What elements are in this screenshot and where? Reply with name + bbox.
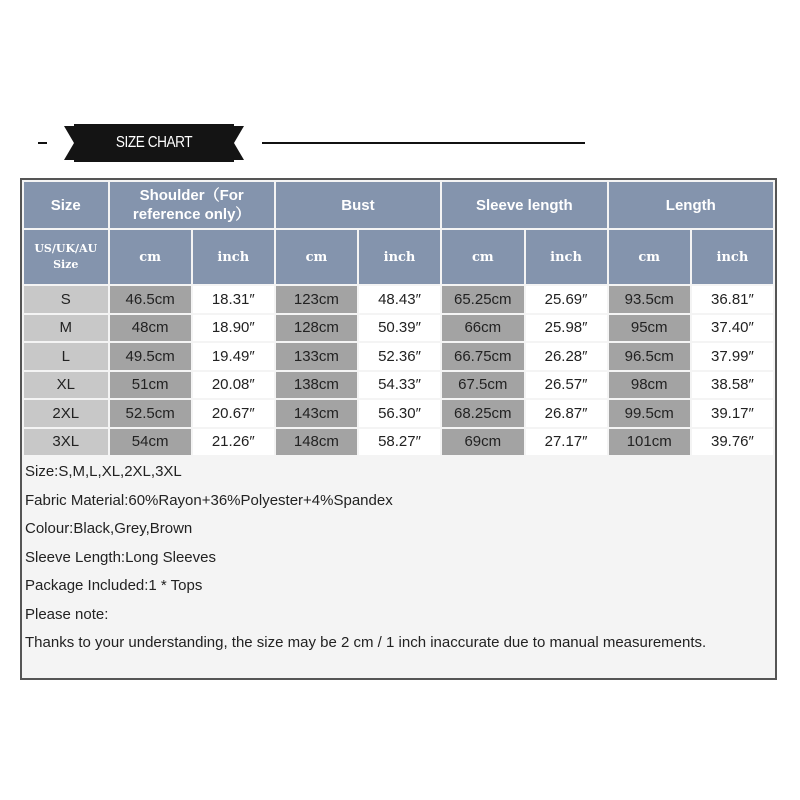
inch-cell: 50.39″ — [359, 315, 442, 344]
table-row — [24, 372, 775, 401]
inch-cell: 26.87″ — [526, 400, 609, 429]
inch-cell: 18.90″ — [193, 315, 276, 344]
table-row — [24, 315, 775, 344]
group-header-sleeve-length: Sleeve length — [442, 182, 609, 230]
cm-cell: 46.5cm — [110, 286, 193, 315]
cm-cell: 95cm — [609, 315, 692, 344]
note-line: Please note: — [25, 605, 109, 623]
size-cell: 2XL — [24, 400, 110, 429]
inch-cell: 38.58″ — [692, 372, 775, 401]
inch-cell: 36.81″ — [692, 286, 775, 315]
size-chart-panel — [20, 178, 777, 680]
cm-cell: 54cm — [110, 429, 193, 458]
cm-cell: 66cm — [442, 315, 525, 344]
note-line: Sleeve Length:Long Sleeves — [25, 548, 216, 566]
size-table — [24, 182, 775, 457]
banner-dash — [38, 142, 47, 144]
size-header: Size — [24, 182, 110, 230]
inch-cell: 27.17″ — [526, 429, 609, 458]
size-cell: XL — [24, 372, 110, 401]
cm-cell: 133cm — [276, 343, 359, 372]
table-row — [24, 400, 775, 429]
cm-cell: 99.5cm — [609, 400, 692, 429]
banner-rule — [262, 142, 585, 144]
cm-cell: 48cm — [110, 315, 193, 344]
note-line: Package Included:1 * Tops — [25, 577, 203, 594]
unit-header: inch — [193, 230, 276, 286]
size-sub-header: US/UK/AU Size — [24, 230, 110, 286]
cm-cell: 143cm — [276, 400, 359, 429]
cm-cell: 98cm — [609, 372, 692, 401]
cm-cell: 65.25cm — [442, 286, 525, 315]
inch-cell: 39.17″ — [692, 400, 775, 429]
inch-cell: 52.36″ — [359, 343, 442, 372]
unit-header: cm — [442, 230, 525, 286]
group-header-shoulder: Shoulder（For reference only） — [110, 182, 276, 230]
cm-cell: 101cm — [609, 429, 692, 458]
size-cell: M — [24, 315, 110, 344]
unit-header: inch — [692, 230, 775, 286]
size-table-body — [24, 286, 775, 457]
cm-cell: 96.5cm — [609, 343, 692, 372]
unit-header: inch — [359, 230, 442, 286]
note-line: Size:S,M,L,XL,2XL,3XL — [25, 463, 182, 480]
table-row — [24, 343, 775, 372]
note-line: Thanks to your understanding, the size may be 2 cm / 1 inch inaccurate due to manual measurements. — [25, 634, 707, 651]
cm-cell: 66.75cm — [442, 343, 525, 372]
inch-cell: 48.43″ — [359, 286, 442, 315]
table-row — [24, 429, 775, 458]
cm-cell: 128cm — [276, 315, 359, 344]
banner-title: SIZE CHART — [115, 134, 193, 151]
inch-cell: 19.49″ — [193, 343, 276, 372]
cm-cell: 49.5cm — [110, 343, 193, 372]
cm-cell: 93.5cm — [609, 286, 692, 315]
cm-cell: 69cm — [442, 429, 525, 458]
size-chart-banner — [64, 124, 244, 162]
note-line: Fabric Material:60%Rayon+36%Polyester+4%Spandex — [25, 491, 393, 509]
inch-cell: 26.28″ — [526, 343, 609, 372]
unit-header: cm — [276, 230, 359, 286]
size-cell: S — [24, 286, 110, 315]
inch-cell: 18.31″ — [193, 286, 276, 315]
size-cell: 3XL — [24, 429, 110, 458]
cm-cell: 68.25cm — [442, 400, 525, 429]
inch-cell: 26.57″ — [526, 372, 609, 401]
group-header-bust: Bust — [276, 182, 442, 230]
cm-cell: 51cm — [110, 372, 193, 401]
cm-cell: 67.5cm — [442, 372, 525, 401]
note-line: Colour:Black,Grey,Brown — [25, 520, 193, 537]
inch-cell: 20.08″ — [193, 372, 276, 401]
inch-cell: 58.27″ — [359, 429, 442, 458]
size-cell: L — [24, 343, 110, 372]
cm-cell: 148cm — [276, 429, 359, 458]
unit-header: cm — [609, 230, 692, 286]
inch-cell: 21.26″ — [193, 429, 276, 458]
inch-cell: 37.40″ — [692, 315, 775, 344]
inch-cell: 25.98″ — [526, 315, 609, 344]
group-header-length: Length — [609, 182, 775, 230]
cm-cell: 52.5cm — [110, 400, 193, 429]
unit-header: inch — [526, 230, 609, 286]
inch-cell: 54.33″ — [359, 372, 442, 401]
cm-cell: 123cm — [276, 286, 359, 315]
inch-cell: 39.76″ — [692, 429, 775, 458]
product-notes — [25, 458, 765, 658]
inch-cell: 37.99″ — [692, 343, 775, 372]
inch-cell: 56.30″ — [359, 400, 442, 429]
cm-cell: 138cm — [276, 372, 359, 401]
inch-cell: 25.69″ — [526, 286, 609, 315]
unit-header: cm — [110, 230, 193, 286]
inch-cell: 20.67″ — [193, 400, 276, 429]
table-row — [24, 286, 775, 315]
